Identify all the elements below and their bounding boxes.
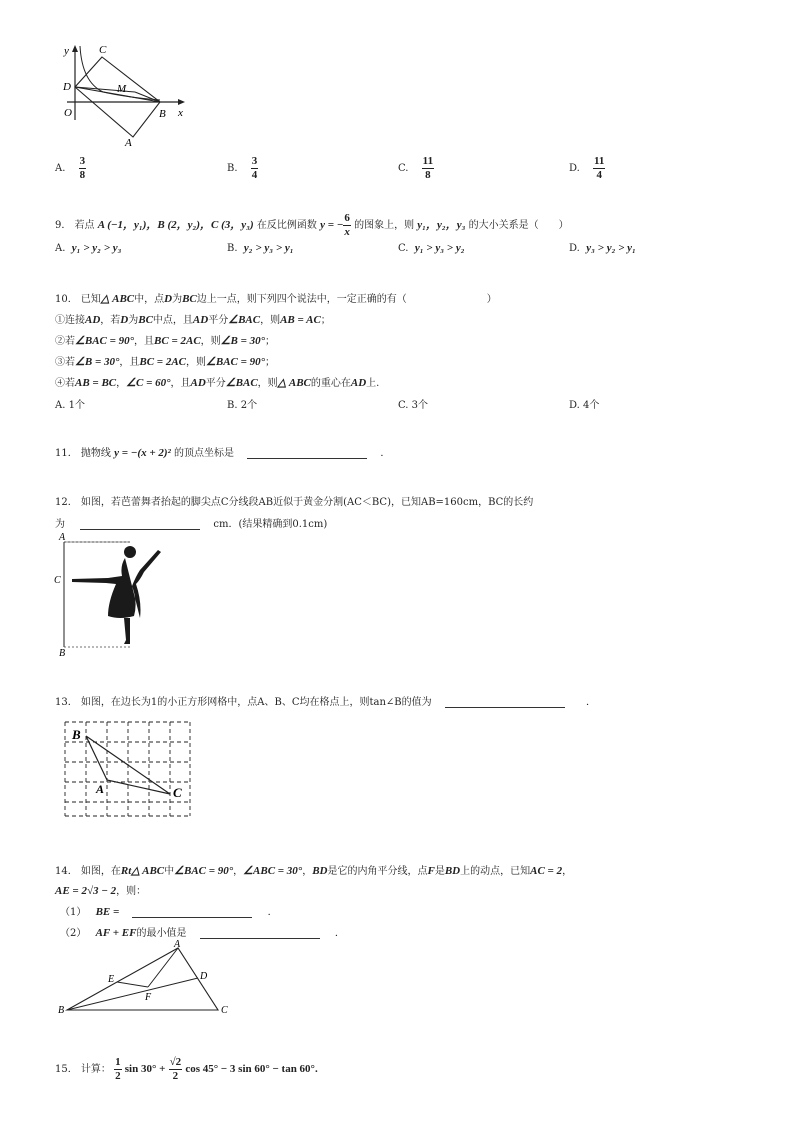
q13-label-c: C xyxy=(173,785,182,800)
q15: 15． 计算： $\frac{1}{2}$ sin 30° + $\frac{√2}{2}$ cos 45° − 3 sin 60° − tan 60°. xyxy=(55,1056,318,1082)
q13-grid-figure xyxy=(55,716,195,820)
q8-option-b-fraction: $\frac{3}{4}$ xyxy=(251,155,258,181)
q14-label-d: D xyxy=(200,971,208,982)
q9-stem: 9． 若点 A (−1，y₁)，B (2，y₂)，C (3，y₃) 在反比例函数 y = − $\frac{6}{x}$ 的图象上，则 y₁，y₂，y₃ 的大小关系是（ ） xyxy=(55,212,569,238)
q8-option-a[interactable]: A. $\frac{3}{8}$ xyxy=(55,155,86,181)
q12-label-a: A xyxy=(59,532,66,543)
q14-label-c: C xyxy=(221,1005,228,1016)
q8-option-b[interactable]: B. $\frac{3}{4}$ xyxy=(227,155,258,181)
q14-label-a: A xyxy=(174,939,181,950)
q8-label-c: C xyxy=(99,44,107,56)
q14-triangle-figure xyxy=(55,938,240,1020)
q13-label-a: A xyxy=(96,782,105,796)
q14-sub2: （2） AF + EF的最小值是 ． xyxy=(60,927,345,939)
q10-option-b[interactable]: B. 2个 xyxy=(227,400,258,411)
q8-option-a-fraction: $\frac{3}{8}$ xyxy=(79,155,86,181)
q9-option-d[interactable]: D. y₃ > y₂ > y₁ xyxy=(569,242,636,254)
q15-fraction-2: $\frac{√2}{2}$ xyxy=(169,1056,182,1082)
q10-stem: 10． 已知△ ABC中，点D为BC边上一点，则下列四个说法中，一定正确的有（ ） xyxy=(55,293,497,305)
q8-label-x: x xyxy=(178,107,183,119)
q12-line1: 12． 如图，若芭蕾舞者抬起的脚尖点C分线段AB近似于黄金分割(AC＜BC)，已知AB=160cm，BC的长约 xyxy=(55,497,534,508)
q13-stem: 13． 如图，在边长为1的小正方形网格中，点A、B、C均在格点上，则tan∠B的值为 ． xyxy=(55,697,597,708)
q8-label-a: A xyxy=(125,137,132,149)
q14-label-e: E xyxy=(108,974,115,985)
q8-label-b: B xyxy=(159,108,166,120)
q13-answer-blank[interactable] xyxy=(445,697,565,708)
q14-sub1: （1） BE = ． xyxy=(60,906,278,918)
q8-option-c[interactable]: C. $\frac{11}{8}$ xyxy=(398,155,434,181)
q10-option-d[interactable]: D. 4个 xyxy=(569,400,600,411)
q9-option-b[interactable]: B. y₂ > y₃ > y₁ xyxy=(227,242,294,254)
q8-figure xyxy=(55,42,195,152)
q12-label-c: C xyxy=(54,575,61,586)
q9-option-a[interactable]: A. y₁ > y₂ > y₃ xyxy=(55,242,122,254)
q13-label-b: B xyxy=(72,727,81,742)
q10-statement-4: ④若AB = BC，∠C = 60°，且AD平分∠BAC，则△ ABC的重心在AD上. xyxy=(55,377,380,389)
q11-answer-blank[interactable] xyxy=(247,448,367,459)
q14-sub1-answer-blank[interactable] xyxy=(132,907,252,918)
q10-statement-3: ③若∠B = 30°，且BC = 2AC，则∠BAC = 90°； xyxy=(55,356,276,368)
q12-ballet-figure xyxy=(50,532,170,660)
q8-label-d: D xyxy=(63,81,71,93)
q8-option-d-fraction: $\frac{11}{4}$ xyxy=(594,155,605,181)
dancer-silhouette xyxy=(72,546,161,644)
q9-option-c[interactable]: C. y₁ > y₃ > y₂ xyxy=(398,242,465,254)
q14-given-ae: AE = 2√3 − 2，则： xyxy=(55,885,147,897)
q15-fraction-1: $\frac{1}{2}$ xyxy=(115,1056,121,1082)
q8-option-d[interactable]: D. $\frac{11}{4}$ xyxy=(569,155,605,181)
q8-label-y: y xyxy=(64,45,69,57)
q8-label-m: M xyxy=(117,83,127,95)
q8-label-o: O xyxy=(64,107,72,119)
q11: 11． 抛物线 y = −(x + 2)² 的顶点坐标是 ． xyxy=(55,447,391,459)
q14-stem: 14． 如图，在Rt△ ABC中∠BAC = 90°，∠ABC = 30°，BD是它的内角平分线，点F是BD上的动点，已知AC = 2， xyxy=(55,865,573,877)
q12-answer-blank[interactable] xyxy=(80,519,200,530)
q10-statement-1: ①连接AD，若D为BC中点，且AD平分∠BAC，则AB = AC； xyxy=(55,314,331,326)
q10-option-a[interactable]: A. 1个 xyxy=(55,400,85,411)
q14-label-f: F xyxy=(145,992,152,1003)
q10-option-c[interactable]: C. 3个 xyxy=(398,400,429,411)
q12-label-b: B xyxy=(59,648,66,659)
q8-option-c-fraction: $\frac{11}{8}$ xyxy=(422,155,434,181)
q12-line2: 为 cm．(结果精确到0.1cm) xyxy=(55,519,328,530)
q10-statement-2: ②若∠BAC = 90°，且BC = 2AC，则∠B = 30°； xyxy=(55,335,276,347)
q14-label-b: B xyxy=(58,1005,65,1016)
